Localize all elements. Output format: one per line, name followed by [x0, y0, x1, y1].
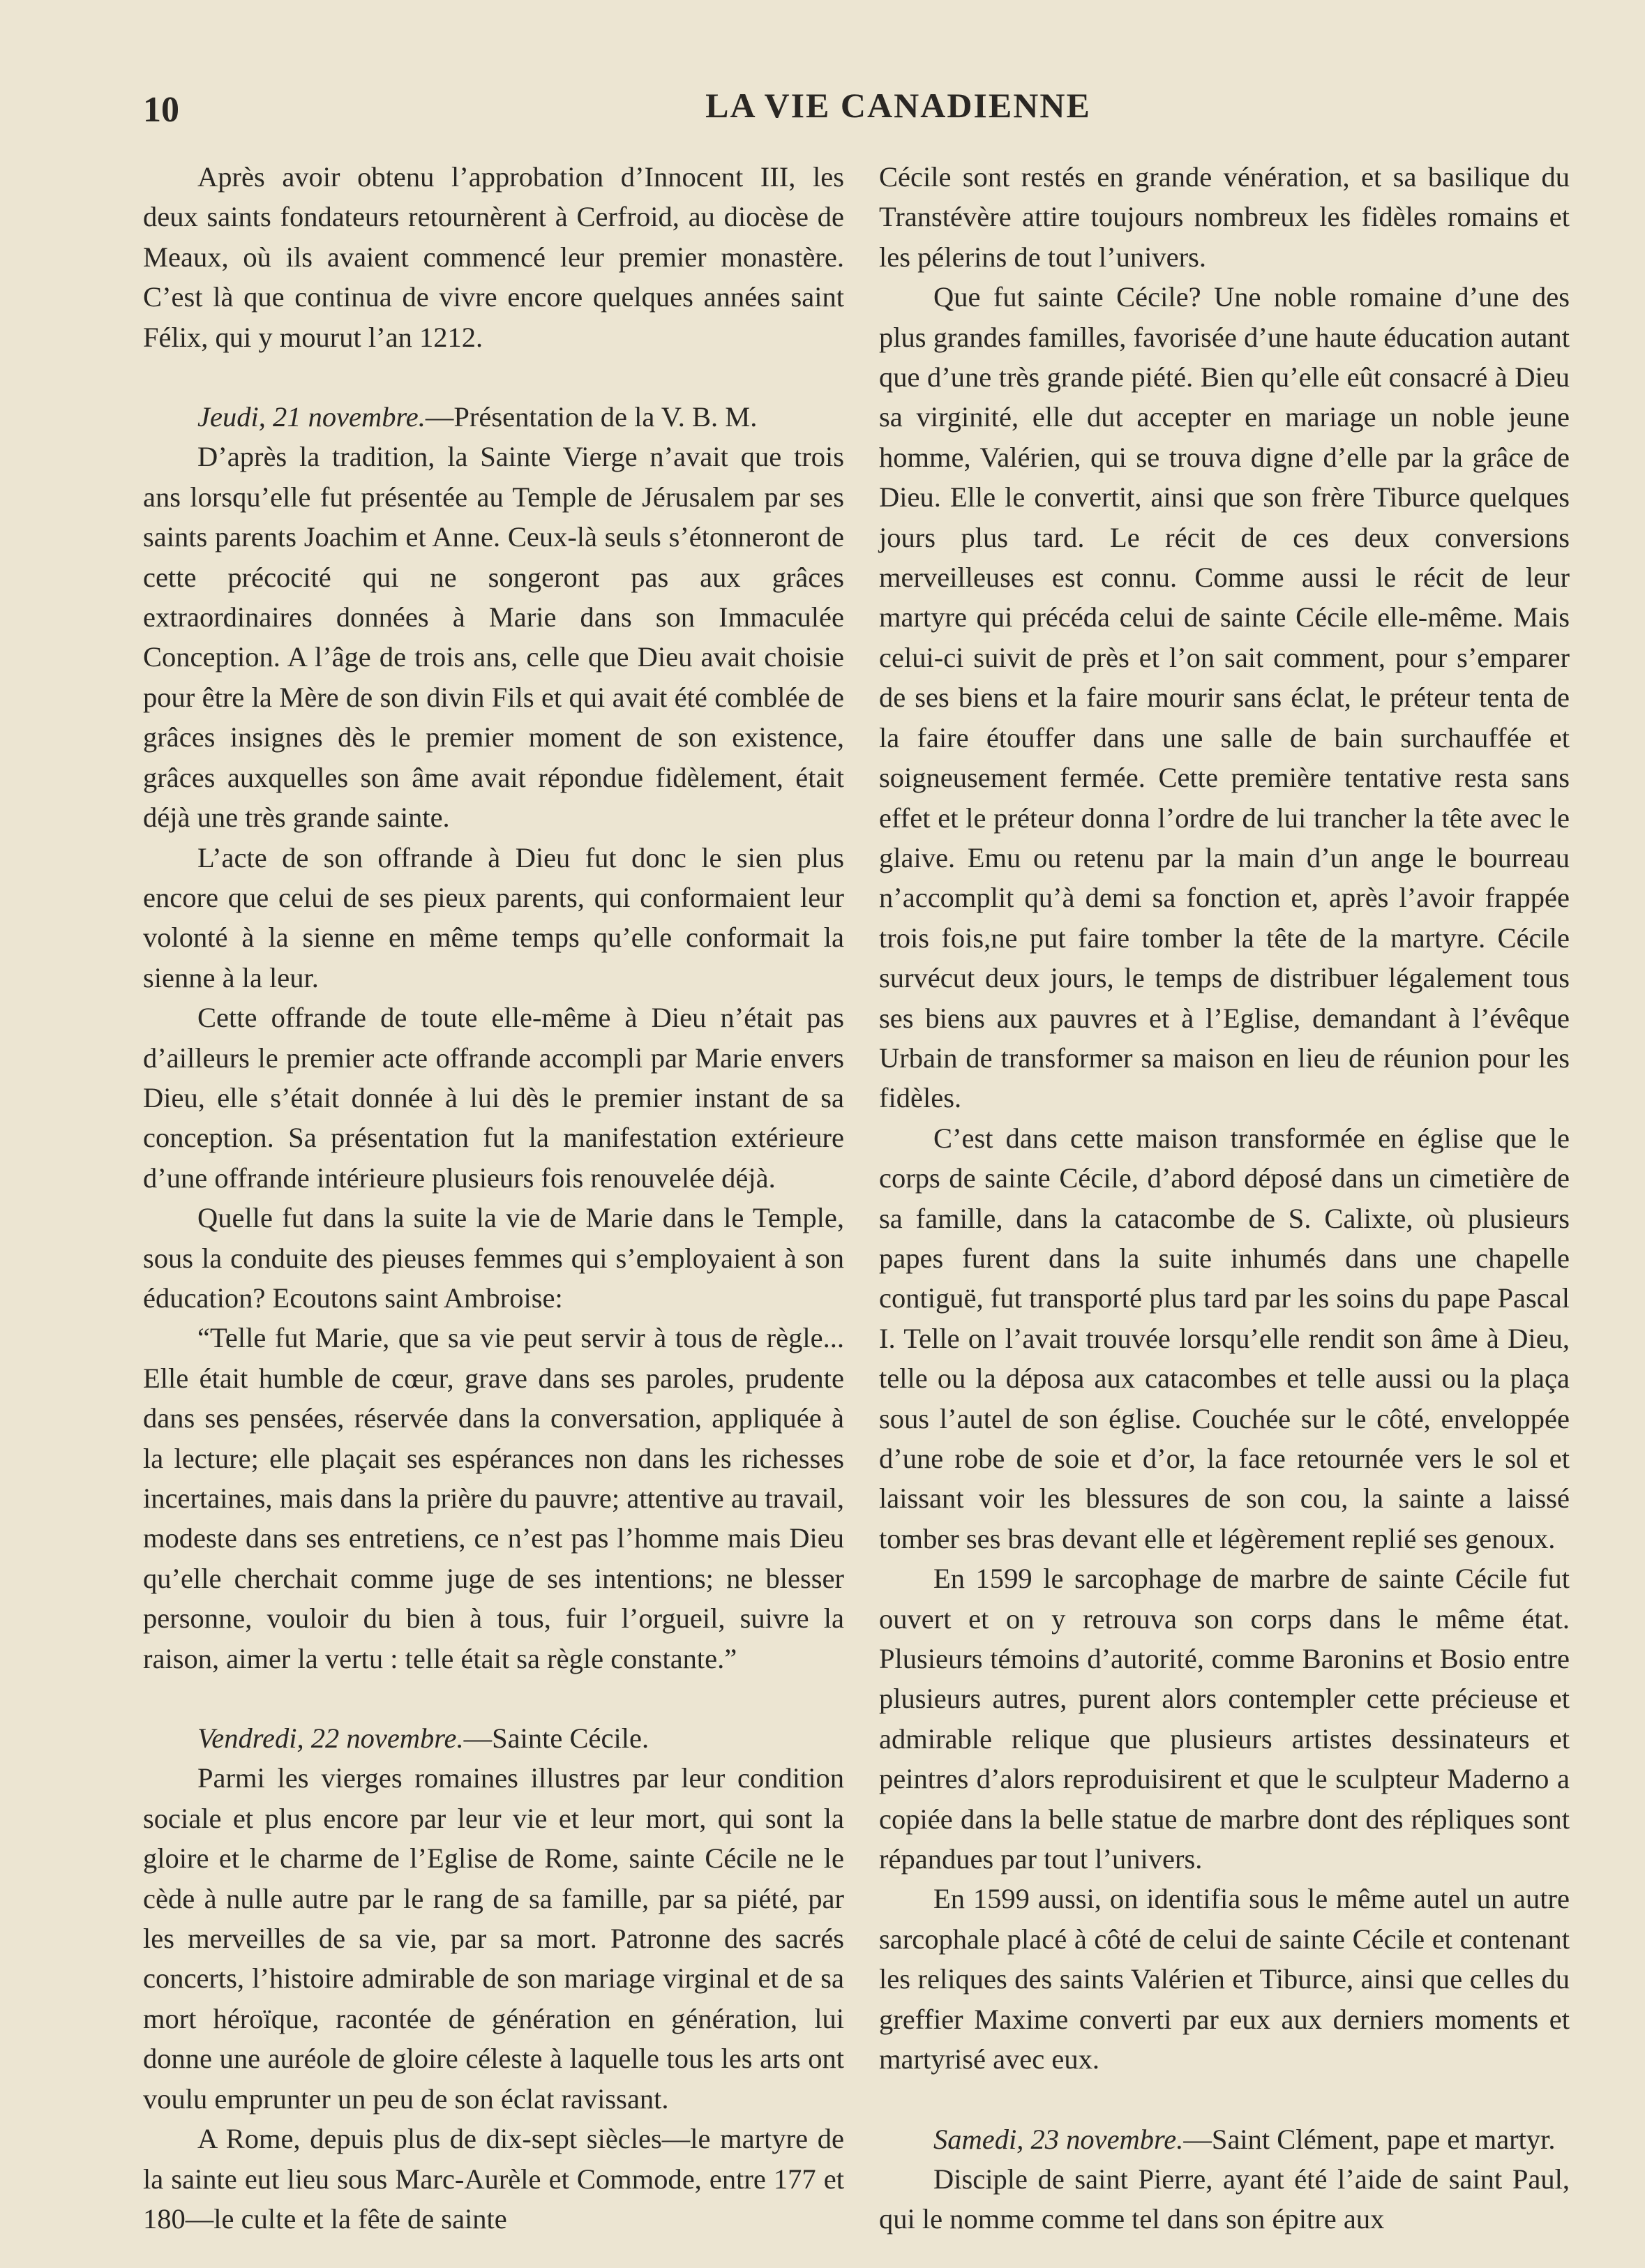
- paragraph: D’après la tradition, la Sainte Vierge n’avait que trois ans lorsqu’elle fut présentée au Temple de Jérusalem par ses saints parents Joachim et Anne. Ceux-là seuls s’étonneront de cette précocité qui ne songeront pas aux grâces extraordinaires données à Marie dans son Immaculée Conception. A l’âge de trois ans, celle que Dieu avait choisie pour être la Mère de son divin Fils et qui avait été comblée de grâces insignes dès le premier moment de son existence, grâces auxquelles son âme avait répondue fidèlement, était déjà une très grande sainte.: [143, 441, 844, 834]
- heading-date: Jeudi, 21 novembre.: [197, 401, 426, 433]
- paragraph: Disciple de saint Pierre, ayant été l’aide de saint Paul, qui le nomme comme tel dans son épitre aux: [879, 2163, 1570, 2235]
- heading-date: Vendredi, 22 novembre.: [197, 1722, 464, 1755]
- left-column: [143, 157, 844, 2239]
- page-header: [143, 75, 1563, 131]
- running-title: LA VIE CANADIENNE: [705, 86, 1091, 125]
- paragraph: Cécile sont restés en grande vénération, et sa basilique du Transtévère attire toujours nombreux les fidèles romains et les pélerins de tout l’univers.: [879, 161, 1570, 273]
- paragraph: Quelle fut dans la suite la vie de Marie dans le Temple, sous la conduite des pieuses femmes qui s’employaient à son éducation? Ecoutons saint Ambroise:: [143, 1202, 844, 1314]
- paragraph: Cette offrande de toute elle-même à Dieu n’était pas d’ailleurs le premier acte offrande accompli par Marie envers Dieu, elle s’était donnée à lui dès le premier instant de sa conception. Sa présentation fut la manifestation extérieure d’une offrande intérieure plusieurs fois renouvelée déjà.: [143, 1002, 844, 1194]
- paragraph: En 1599 aussi, on identifia sous le même autel un autre sarcophale placé à côté de celui de sainte Cécile et contenant les reliques des saints Valérien et Tiburce, ainsi que celles du greffier Maxime converti par eux aux derniers moments et martyrisé avec eux.: [879, 1883, 1570, 2075]
- dated-heading: [143, 397, 844, 437]
- heading-title: —Présentation de la V. B. M.: [425, 401, 758, 433]
- paragraph: L’acte de son offrande à Dieu fut donc le sien plus encore que celui de ses pieux parents, qui conformaient leur volonté à la sienne en même temps qu’elle conformait la sienne à la leur.: [143, 841, 844, 993]
- heading-date: Samedi, 23 novembre.: [933, 2123, 1184, 2155]
- paragraph: Parmi les vierges romaines illustres par leur condition sociale et plus encore par leur vie et leur mort, qui sont la gloire et le charme de l’Eglise de Rome, sainte Cécile ne le cède à nulle autre par le rang de sa famille, par sa piété, par les merveilles de sa vie, par sa mort. Patronne des sacrés concerts, l’histoire admirable de son mariage virginal et de sa mort héroïque, racontée de génération en génération, lui donne une auréole de gloire céleste à laquelle tous les arts ont voulu emprunter un peu de son éclat ravissant.: [143, 1762, 844, 2115]
- heading-title: —Sainte Cécile.: [463, 1722, 649, 1755]
- heading-title: —Saint Clément, pape et martyr.: [1183, 2123, 1556, 2155]
- dated-heading: [879, 2119, 1570, 2159]
- paragraph: En 1599 le sarcophage de marbre de sainte Cécile fut ouvert et on y retrouva son corps dans le même état. Plusieurs témoins d’autorité, comme Baronins et Bosio entre plusieurs autres, purent alors contempler cette précieuse et admirable relique que plusieurs artistes dessinateurs et peintres d’alors reproduisirent et que le sculpteur Maderno a copiée dans la belle statue de marbre dont des répliques sont répandues par tout l’univers.: [879, 1563, 1570, 1875]
- paragraph: A Rome, depuis plus de dix-sept siècles—le martyre de la sainte eut lieu sous Marc-Aurèle et Commode, entre 177 et 180—le culte et la fête de sainte: [143, 2123, 844, 2235]
- right-column: [879, 157, 1570, 2239]
- page-number: 10: [143, 90, 179, 130]
- paragraph: “Telle fut Marie, que sa vie peut servir à tous de règle... Elle était humble de cœur, grave dans ses paroles, prudente dans ses pensées, réservée dans la conversation, appliquée à la lecture; elle plaçait ses espérances non dans les richesses incertaines, mais dans la prière du pauvre; attentive au travail, modeste dans ses entretiens, ce n’est pas l’homme mais Dieu qu’elle cherchait comme juge de ses intentions; ne blesser personne, vouloir du bien à tous, fuir l’orgueil, suivre la raison, aimer la vertu : telle était sa règle constante.”: [143, 1322, 844, 1674]
- paragraph: Que fut sainte Cécile? Une noble romaine d’une des plus grandes familles, favorisée d’une haute éducation autant que d’une très grande piété. Bien qu’elle eût consacré à Dieu sa virginité, elle dut accepter en mariage un noble jeune homme, Valérien, qui se trouva digne d’elle par la grâce de Dieu. Elle le convertit, ainsi que son frère Tiburce quelques jours plus tard. Le récit de ces deux conversions merveilleuses est connu. Comme aussi le récit de leur martyre qui précéda celui de sainte Cécile elle-même. Mais celui-ci suivit de près et l’on sait comment, pour s’emparer de ses biens et la faire mourir sans éclat, le préteur tenta de la faire étouffer dans une salle de bain surchauffée et soigneusement fermée. Cette première tentative resta sans effet et le préteur donna l’ordre de lui trancher la tête avec le glaive. Emu ou retenu par la main d’un ange le bourreau n’accomplit qu’à demi sa fonction et, après l’avoir frappée trois fois,ne put faire tomber la tête de la martyre. Cécile survécut deux jours, le temps de distribuer légalement tous ses biens aux pauvres et à l’Eglise, demandant à l’évêque Urbain de transformer sa maison en lieu de réunion pour les fidèles.: [879, 281, 1570, 1114]
- paragraph: C’est dans cette maison transformée en église que le corps de sainte Cécile, d’abord déposé dans un cimetière de sa famille, dans la catacombe de S. Calixte, où plusieurs papes furent dans la suite inhumés dans une chapelle contiguë, fut transporté plus tard par les soins du pape Pascal I. Telle on l’avait trouvée lorsqu’elle rendit son âme à Dieu, telle ou la déposa aux catacombes et telle aussi ou la plaça sous l’autel de son église. Couchée sur le côté, enveloppée d’une robe de soie et d’or, la face retournée vers le sol et laissant voir les blessures de son cou, la sainte a laissé tomber ses bras devant elle et légèrement replié ses genoux.: [879, 1122, 1570, 1554]
- dated-heading: [143, 1718, 844, 1758]
- paragraph: Après avoir obtenu l’approbation d’Innocent III, les deux saints fondateurs retournèrent à Cerfroid, au diocèse de Meaux, où ils avaient commencé leur premier monastère. C’est là que continua de vivre encore quelques années saint Félix, qui y mourut l’an 1212.: [143, 161, 844, 353]
